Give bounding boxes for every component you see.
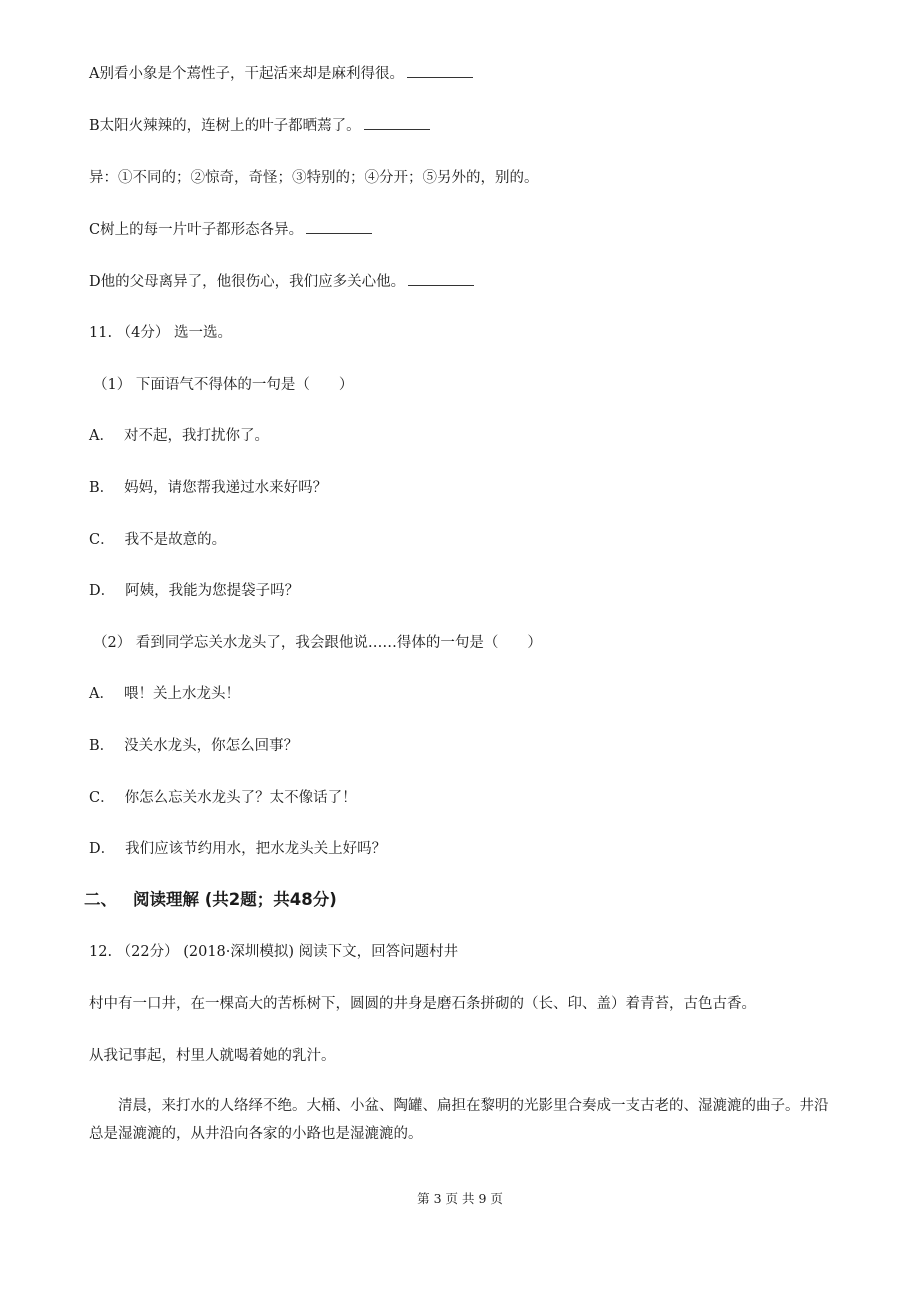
option-letter: D．	[89, 583, 116, 599]
item-a-text: A别看小象是个蔫性子，干起活来却是麻利得很。	[89, 66, 404, 82]
option-c[interactable]	[89, 530, 226, 550]
option-b[interactable]	[89, 736, 298, 756]
option-letter: A．	[89, 428, 114, 444]
option-a[interactable]	[89, 426, 269, 446]
item-b	[89, 116, 430, 136]
option-b[interactable]	[89, 478, 327, 498]
answer-blank[interactable]	[306, 232, 372, 234]
option-d[interactable]	[89, 581, 299, 601]
option-c[interactable]	[89, 788, 357, 808]
option-text: 妈妈，请您帮我递过水来好吗？	[124, 480, 328, 496]
question-11-1-stem: （1） 下面语气不得体的一句是（ ）	[93, 377, 354, 393]
option-letter: B．	[89, 480, 115, 496]
item-b-text: B太阳火辣辣的，连树上的叶子都晒蔫了。	[89, 118, 361, 134]
definition-yi-text: 异：①不同的；②惊奇，奇怪；③特别的；④分开；⑤另外的，别的。	[89, 170, 539, 186]
passage-paragraph-3	[89, 1092, 839, 1148]
definition-yi	[89, 168, 539, 188]
answer-blank[interactable]	[407, 76, 473, 78]
option-text: 我们应该节约用水，把水龙头关上好吗？	[125, 841, 387, 857]
page-footer: 第 3 页 共 9 页	[417, 1191, 503, 1206]
question-11-2-stem: （2） 看到同学忘关水龙头了，我会跟他说……得体的一句是（ ）	[93, 635, 542, 651]
section-number: 二、	[84, 890, 117, 909]
option-letter: A．	[89, 686, 114, 702]
option-text: 没关水龙头，你怎么回事？	[124, 738, 299, 754]
item-d	[89, 272, 474, 292]
option-a[interactable]	[89, 684, 240, 704]
item-d-text: D他的父母离异了，他很伤心，我们应多关心他。	[89, 274, 406, 290]
option-text: 喂！关上水龙头！	[123, 686, 240, 702]
option-text: 你怎么忘关水龙头了？太不像话了！	[124, 790, 357, 806]
option-text: 阿姨，我能为您提袋子吗？	[125, 583, 300, 599]
passage-paragraph-1: 村中有一口井，在一棵高大的苦栎树下，圆圆的井身是磨石条拼砌的（长、印、盖）着青苔，古色古香。	[89, 996, 756, 1012]
passage-paragraph-3-text: 清晨，来打水的人络绎不绝。大桶、小盆、陶罐、扁担在黎明的光影里合奏成一支古老的、湿漉漉的曲子。井沿总是湿漉漉的，从井沿向各家的小路也是湿漉漉的。	[89, 1098, 829, 1142]
option-text: 我不是故意的。	[124, 532, 227, 548]
question-12-header: 12. （22分） (2018·深圳模拟) 阅读下文，回答问题村井	[89, 944, 459, 960]
option-text: 对不起，我打扰你了。	[123, 428, 269, 444]
option-letter: D．	[89, 841, 116, 857]
section-heading	[84, 889, 337, 911]
option-d[interactable]	[89, 839, 386, 859]
question-11-header: 11. （4分） 选一选。	[89, 325, 233, 341]
answer-blank[interactable]	[408, 284, 474, 286]
section-title: 阅读理解 (共2题；共48分)	[133, 890, 337, 909]
option-letter: C．	[89, 790, 115, 806]
answer-blank[interactable]	[364, 128, 430, 130]
item-c	[89, 220, 372, 240]
option-letter: C．	[89, 532, 115, 548]
item-a	[89, 64, 473, 84]
passage-paragraph-2: 从我记事起，村里人就喝着她的乳汁。	[89, 1048, 336, 1064]
option-letter: B．	[89, 738, 115, 754]
item-c-text: C树上的每一片叶子都形态各异。	[89, 222, 304, 238]
